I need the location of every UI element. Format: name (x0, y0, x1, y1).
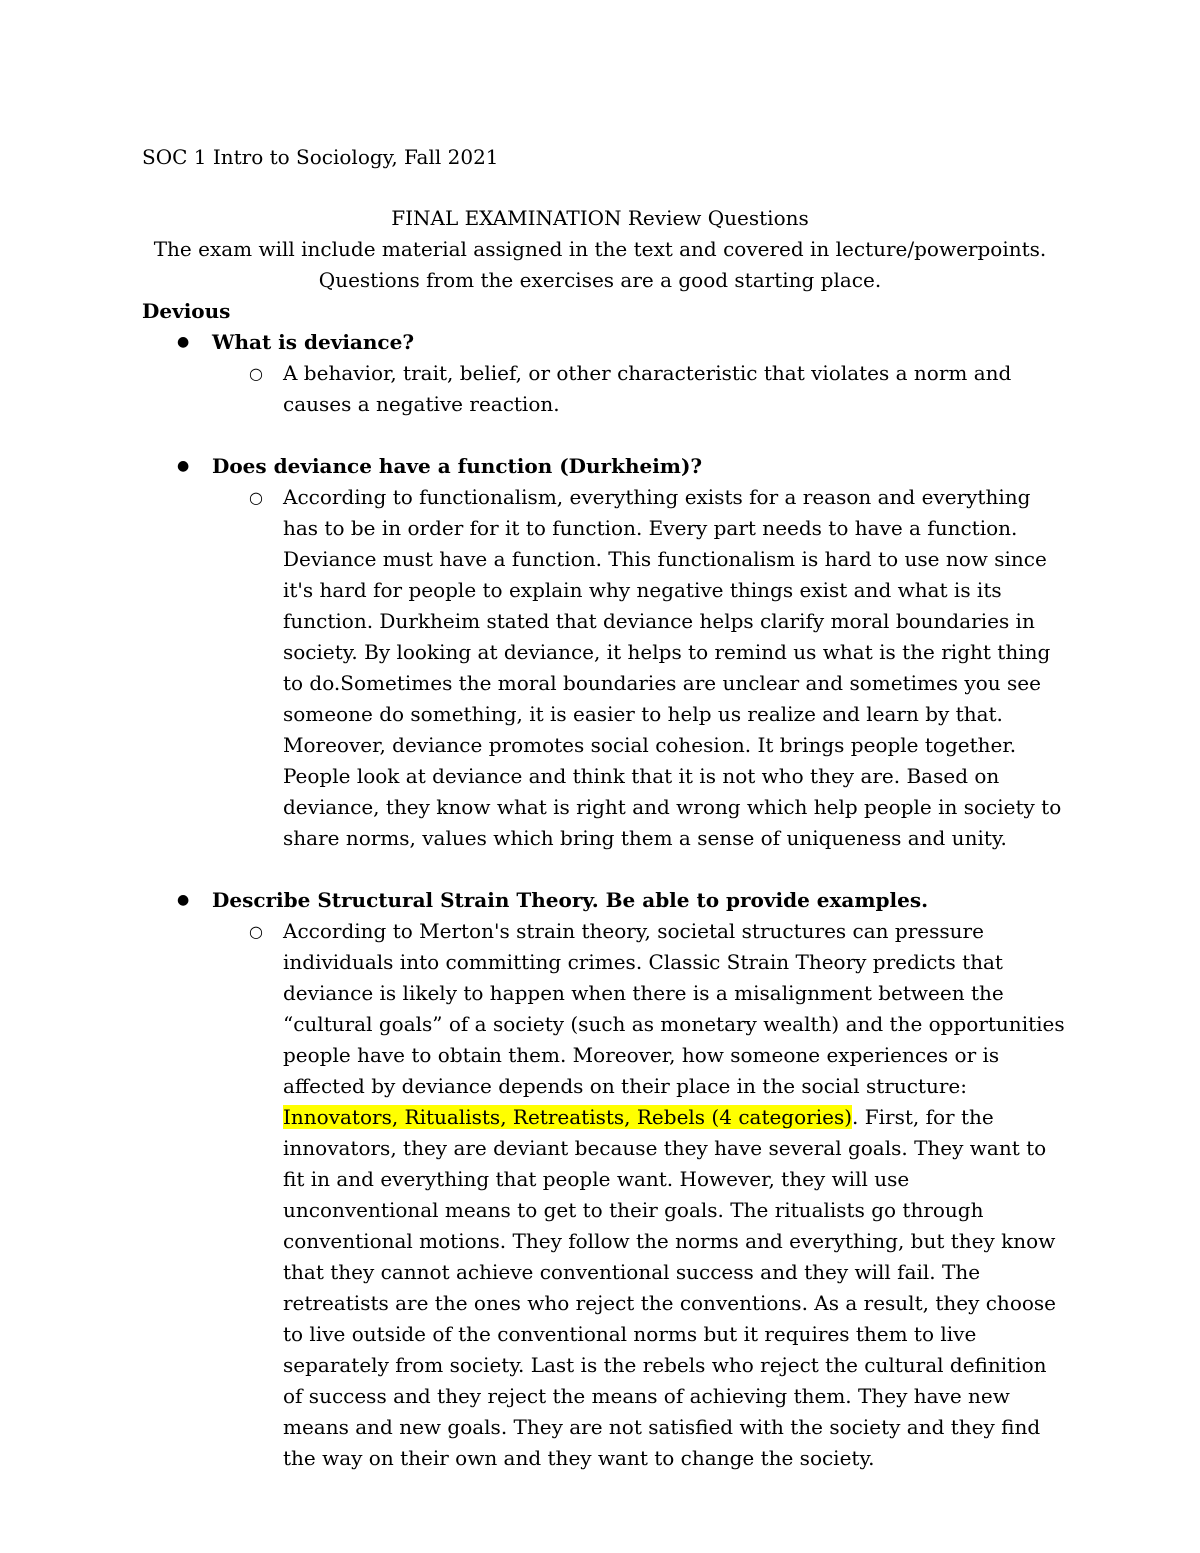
answer-text-before: According to Merton's strain theory, societal structures can pressure individuals into committing crimes. Classic Strain Theory predicts that deviance is likely to happen when there is a misalignment between the “cultural goals” of a society (such as monetary wealth) and the opportunities people have to obtain them. Moreover, how someone experiences or is affected by deviance depends on their place in the social structure: (283, 919, 1065, 1098)
section-heading: Devious (142, 299, 231, 323)
spacer (142, 420, 1072, 451)
intro-line-2: Questions from the exercises are a good starting place. (318, 268, 882, 292)
answer-item (142, 916, 1070, 1474)
hollow-bullet-icon: ○ (249, 922, 263, 941)
question-item (142, 327, 1072, 358)
question-text: Describe Structural Strain Theory. Be able to provide examples. (212, 888, 929, 912)
answer-item (142, 358, 1070, 420)
filled-bullet-icon: ● (177, 892, 190, 908)
question-item (142, 885, 1072, 916)
intro-line-1: The exam will include material assigned in the text and covered in lecture/powerpoints. (153, 237, 1047, 261)
exam-header (142, 203, 1058, 296)
filled-bullet-icon: ● (177, 334, 190, 350)
hollow-bullet-icon: ○ (249, 364, 263, 383)
question-text: What is deviance? (212, 330, 415, 354)
answer-item (142, 482, 1070, 854)
answer-text: According to functionalism, everything exists for a reason and everything has to be in order for it to function. Every part needs to have a function. Deviance must have a function. This functionalism is hard to use now since it's hard for people to explain why negative things exist and what is its function. Durkheim stated that deviance helps clarify moral boundaries in society. By looking at deviance, it helps to remind us what is the right thing to do.Sometimes the moral boundaries are unclear and sometimes you see someone do something, it is easier to help us realize and learn by that. Moreover, deviance promotes social cohesion. It brings people together. People look at deviance and think that it is not who they are. Based on deviance, they know what is right and wrong which help people in society to share norms, values which bring them a sense of uniqueness and unity. (283, 485, 1062, 850)
course-title: SOC 1 Intro to Sociology, Fall 2021 (142, 145, 499, 169)
exam-title: FINAL EXAMINATION Review Questions (391, 206, 809, 230)
section-devious (142, 296, 1072, 1474)
question-item (142, 451, 1072, 482)
spacer (142, 854, 1072, 885)
filled-bullet-icon: ● (177, 458, 190, 474)
highlighted-categories: Innovators, Ritualists, Retreatists, Rebels (4 categories) (283, 1105, 853, 1129)
answer-text: A behavior, trait, belief, or other characteristic that violates a norm and causes a negative reaction. (283, 361, 1012, 416)
question-text: Does deviance have a function (Durkheim)? (212, 454, 703, 478)
hollow-bullet-icon: ○ (249, 488, 263, 507)
answer-text-after: . First, for the innovators, they are deviant because they have several goals. They want to fit in and everything that people want. However, they will use unconventional means to get to their goals. The ritualists go through conventional motions. They follow the norms and everything, but they know that they cannot achieve conventional success and they will fail. The retreatists are the ones who reject the conventions. As a result, they choose to live outside of the conventional norms but it requires them to live separately from society. Last is the rebels who reject the cultural definition of success and they reject the means of achieving them. They have new means and new goals. They are not satisfied with the society and they find the way on their own and they want to change the society. (283, 1105, 1056, 1470)
